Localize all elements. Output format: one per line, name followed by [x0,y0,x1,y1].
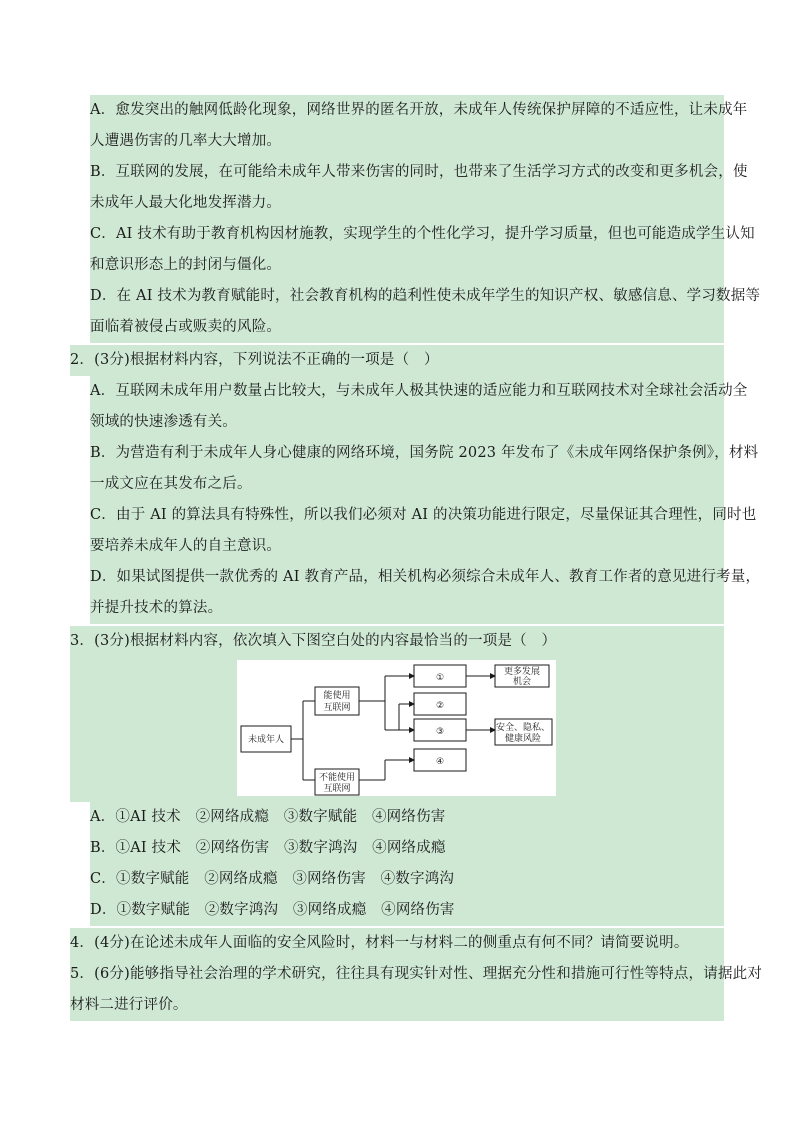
can-use-label-1: 能使用 [323,691,351,701]
q2-option-b-line1: B．为营造有利于未成年人身心健康的网络环境，国务院 2023 年发布了《未成年网络保护条例》，材料 [90,445,759,461]
q2-option-a-line1: A．互联网未成年用户数量占比较大，与未成年人极其快速的适应能力和互联网技术对全球社会活动全 [90,383,748,399]
q1-option-c-line1: C．AI 技术有助于教育机构因材施教，实现学生的个性化学习，提升学习质量，但也可能造成学生认知 [90,226,755,242]
cannot-use-label-2: 互联网 [323,784,351,794]
can-use-label-2: 互联网 [323,703,351,713]
q2-option-c-line1: C．由于 AI 的算法具有特殊性，所以我们必须对 AI 的决策功能进行限定，尽量保证其合理性，同时也 [90,507,757,523]
cannot-use-label-1: 不能使用 [318,773,356,783]
q1-option-c-line2: 和意识形态上的封闭与僵化。 [90,257,282,273]
q3-option-d: D．①数字赋能 ②数字鸿沟 ③网络成瘾 ④网络伤害 [90,902,455,918]
q1-option-b-line2: 未成年人最大化地发挥潜力。 [90,195,282,211]
q2-option-a-line2: 领域的快速渗透有关。 [90,414,237,430]
q1-option-d-line2: 面临着被侵占或贩卖的风险。 [90,319,282,335]
q2-stem: 2．(3分)根据材料内容，下列说法不正确的一项是（ ） [70,352,439,368]
q1-option-a-line2: 人遭遇伤害的几率大大增加。 [90,133,282,149]
risk-label-1: 安全、隐私、 [495,723,551,733]
more-opportunity-label-1: 更多发展 [503,667,541,677]
blank-label-2: ② [435,701,445,711]
q1-option-d-line1: D．在 AI 技术为教育赋能时，社会教育机构的趋利性使未成年学生的知识产权、敏感信息、学习数据等 [90,288,761,304]
blank-label-3: ③ [435,727,445,737]
q5-stem-line1: 5．(6分)能够指导社会治理的学术研究，往往具有现实针对性、理据充分性和措施可行性等特点，请据此对 [70,966,763,982]
q5-stem-line2: 材料二进行评价。 [70,997,188,1013]
q3-option-c: C．①数字赋能 ②网络成瘾 ③网络伤害 ④数字鸿沟 [90,871,455,887]
q2-option-c-line2: 要培养未成年人的自主意识。 [90,538,282,554]
more-opportunity-label-2: 机会 [512,677,532,687]
blank-label-1: ① [435,673,445,683]
flow-diagram-svg [237,660,556,796]
q3-flow-diagram [237,660,556,796]
q2-option-b-line2: 一成文应在其发布之后。 [90,476,252,492]
q1-option-a-line1: A．愈发突出的触网低龄化现象，网络世界的匿名开放，未成年人传统保护屏障的不适应性，让未成年 [90,102,748,118]
q2-option-d-line2: 并提升技术的算法。 [90,600,223,616]
q3-option-a: A．①AI 技术 ②网络成瘾 ③数字赋能 ④网络伤害 [90,809,446,825]
q2-option-d-line1: D．如果试图提供一款优秀的 AI 教育产品，相关机构必须综合未成年人、教育工作者的意见进行考量， [90,569,761,585]
root-label: 未成年人 [247,735,285,745]
q1-option-b-line1: B．互联网的发展，在可能给未成年人带来伤害的同时，也带来了生活学习方式的改变和更多机会，使 [90,164,748,180]
blank-label-4: ④ [435,757,445,767]
q3-option-b: B．①AI 技术 ②网络伤害 ③数字鸿沟 ④网络成瘾 [90,840,446,856]
q3-stem: 3．(3分)根据材料内容，依次填入下图空白处的内容最恰当的一项是（ ） [70,633,557,649]
q4-stem: 4．(4分)在论述未成年人面临的安全风险时，材料一与材料二的侧重点有何不同？请简要说明。 [70,935,689,951]
risk-label-2: 健康风险 [504,734,542,744]
